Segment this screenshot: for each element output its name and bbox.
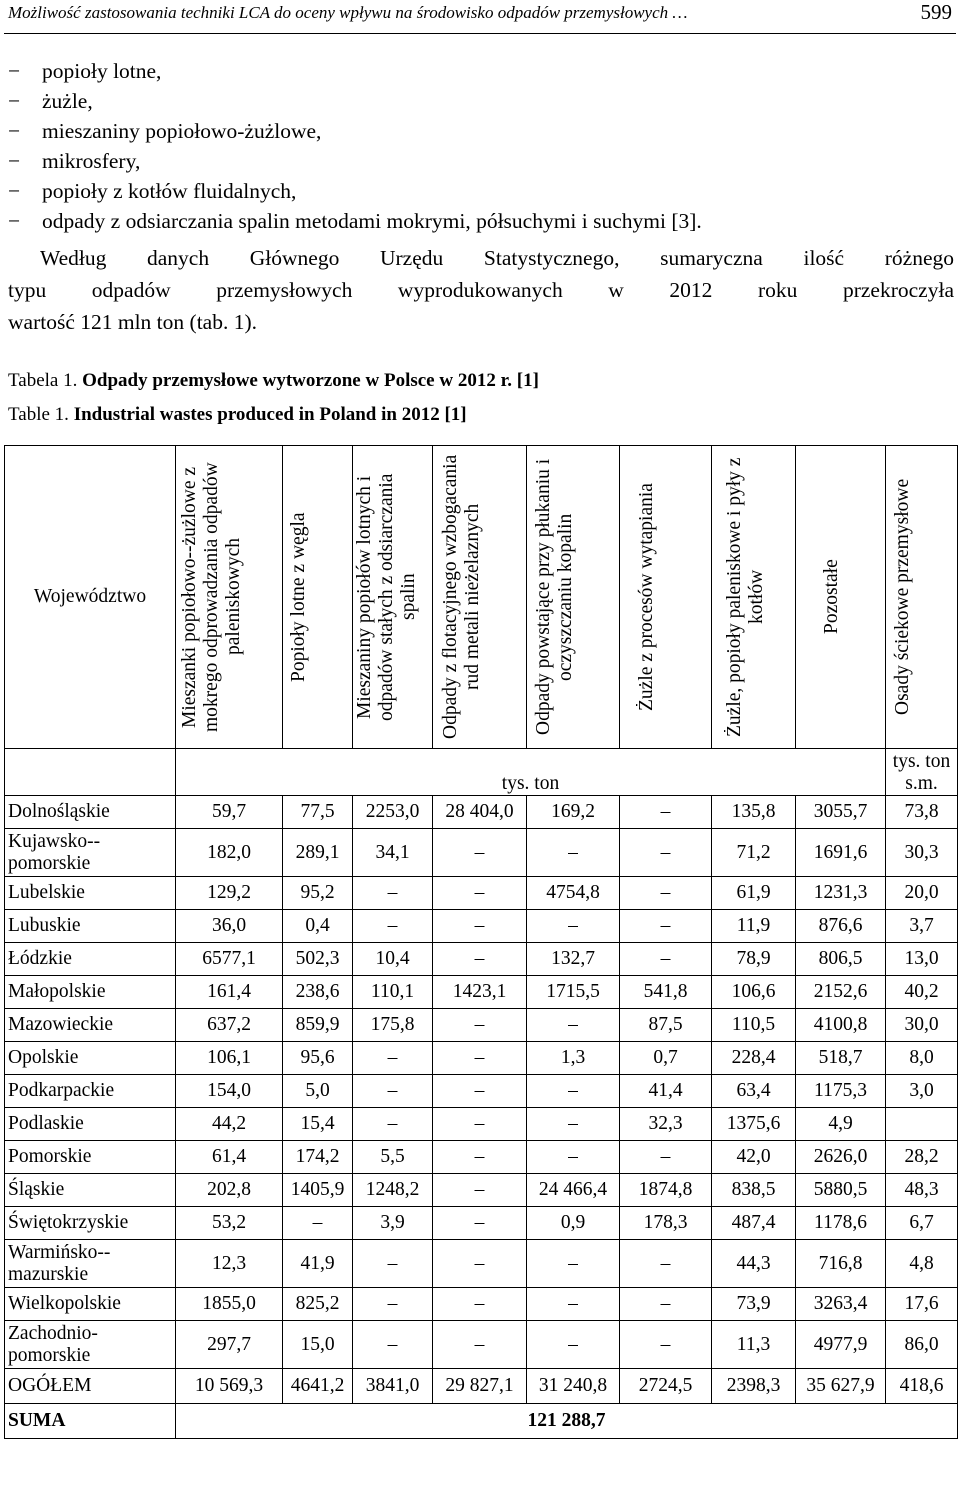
table-cell: 61,9 bbox=[712, 877, 796, 910]
table-cell: 71,2 bbox=[712, 829, 796, 877]
table-cell: 53,2 bbox=[176, 1207, 283, 1240]
row-label: Kujawsko--pomorskie bbox=[5, 829, 176, 877]
table-cell: – bbox=[527, 1009, 620, 1042]
column-header bbox=[283, 446, 353, 749]
column-header bbox=[353, 446, 433, 749]
list-item bbox=[8, 116, 702, 146]
table-cell: 6577,1 bbox=[176, 943, 283, 976]
table-cell: – bbox=[433, 1288, 527, 1321]
table-cell: – bbox=[620, 943, 712, 976]
table-cell: 876,6 bbox=[796, 910, 886, 943]
table-cell: – bbox=[433, 943, 527, 976]
table-cell: – bbox=[527, 1075, 620, 1108]
header-rule bbox=[4, 33, 956, 34]
row-label: Podlaskie bbox=[5, 1108, 176, 1141]
list-item-text: odpady z odsiarczania spalin metodami mokrymi, półsuchymi i suchymi [3]. bbox=[42, 209, 702, 233]
column-header bbox=[620, 446, 712, 749]
table-cell: 6,7 bbox=[886, 1207, 958, 1240]
table-cell: 1178,6 bbox=[796, 1207, 886, 1240]
table-cell: 4100,8 bbox=[796, 1009, 886, 1042]
table-cell: 1855,0 bbox=[176, 1288, 283, 1321]
page-number: 599 bbox=[920, 0, 952, 24]
table-header-row bbox=[5, 446, 958, 749]
caption-title: Odpady przemysłowe wytworzone w Polsce w 2012 r. bbox=[82, 370, 513, 391]
table-cell: – bbox=[527, 829, 620, 877]
row-label: Łódzkie bbox=[5, 943, 176, 976]
table-cell: 1175,3 bbox=[796, 1075, 886, 1108]
table-cell: 17,6 bbox=[886, 1288, 958, 1321]
total-cell: 35 627,9 bbox=[796, 1369, 886, 1404]
running-title: Możliwość zastosowania techniki LCA do oceny wpływu na środowisko odpadów przemysłowych … bbox=[8, 3, 688, 22]
total-cell: 10 569,3 bbox=[176, 1369, 283, 1404]
table-cell: – bbox=[433, 877, 527, 910]
table-cell: – bbox=[527, 1108, 620, 1141]
table-cell: – bbox=[433, 1321, 527, 1369]
table-cell: – bbox=[353, 1108, 433, 1141]
table-cell: 1874,8 bbox=[620, 1174, 712, 1207]
table-row bbox=[5, 1141, 958, 1174]
table-cell: 77,5 bbox=[283, 796, 353, 829]
table-cell: 518,7 bbox=[796, 1042, 886, 1075]
table-cell: 3263,4 bbox=[796, 1288, 886, 1321]
column-header bbox=[433, 446, 527, 749]
table-cell: – bbox=[433, 1174, 527, 1207]
table-row bbox=[5, 1240, 958, 1288]
table-row bbox=[5, 1108, 958, 1141]
caption-title: Industrial wastes produced in Poland in 2012 [1] bbox=[73, 404, 467, 425]
table-cell: 1405,9 bbox=[283, 1174, 353, 1207]
table-cell: 11,3 bbox=[712, 1321, 796, 1369]
table-cell: – bbox=[433, 1108, 527, 1141]
row-label: Warmińsko--mazurskie bbox=[5, 1240, 176, 1288]
table-caption-pl bbox=[8, 370, 539, 392]
table-row bbox=[5, 976, 958, 1009]
table-cell: 106,1 bbox=[176, 1042, 283, 1075]
table-cell: 86,0 bbox=[886, 1321, 958, 1369]
table-cell: – bbox=[527, 910, 620, 943]
table-cell: 8,0 bbox=[886, 1042, 958, 1075]
table-cell: 4,9 bbox=[796, 1108, 886, 1141]
table-cell: 174,2 bbox=[283, 1141, 353, 1174]
table-cell: 1691,6 bbox=[796, 829, 886, 877]
table-cell: – bbox=[433, 1009, 527, 1042]
table-cell: – bbox=[433, 1141, 527, 1174]
unit-cell bbox=[5, 749, 176, 796]
column-header-text: Mieszaniny popiołów lotnych i odpadów stałych z odsiarczania spalin bbox=[353, 473, 419, 721]
table-cell: 20,0 bbox=[886, 877, 958, 910]
table-cell: 13,0 bbox=[886, 943, 958, 976]
bullet-list bbox=[8, 56, 702, 236]
table-cell: 40,2 bbox=[886, 976, 958, 1009]
row-label: Dolnośląskie bbox=[5, 796, 176, 829]
table-cell: – bbox=[620, 1288, 712, 1321]
column-header bbox=[886, 446, 958, 749]
dash-marker: − bbox=[8, 179, 21, 203]
table-cell: 15,0 bbox=[283, 1321, 353, 1369]
table-cell: 87,5 bbox=[620, 1009, 712, 1042]
table-cell: – bbox=[353, 1075, 433, 1108]
table-row bbox=[5, 1288, 958, 1321]
row-label: Świętokrzyskie bbox=[5, 1207, 176, 1240]
body-paragraph bbox=[8, 242, 954, 338]
unit-cell: tys. ton bbox=[176, 749, 886, 796]
paragraph-line: wartość 121 mln ton (tab. 1). bbox=[8, 310, 257, 334]
suma-row bbox=[5, 1404, 958, 1439]
table-cell: 61,4 bbox=[176, 1141, 283, 1174]
caption-ref: [1] bbox=[516, 370, 539, 391]
table-cell: – bbox=[353, 910, 433, 943]
table-cell: 10,4 bbox=[353, 943, 433, 976]
row-label: Podkarpackie bbox=[5, 1075, 176, 1108]
table-cell: 73,8 bbox=[886, 796, 958, 829]
running-header bbox=[4, 0, 956, 30]
table-cell: 41,9 bbox=[283, 1240, 353, 1288]
column-header bbox=[796, 446, 886, 749]
table-cell bbox=[886, 1108, 958, 1141]
table-cell: – bbox=[433, 1075, 527, 1108]
table-cell: 825,2 bbox=[283, 1288, 353, 1321]
table-cell: 178,3 bbox=[620, 1207, 712, 1240]
total-cell: 2724,5 bbox=[620, 1369, 712, 1404]
table-cell: 12,3 bbox=[176, 1240, 283, 1288]
table-cell: – bbox=[433, 829, 527, 877]
table-cell: 541,8 bbox=[620, 976, 712, 1009]
list-item bbox=[8, 206, 702, 236]
table-cell: 5,5 bbox=[353, 1141, 433, 1174]
table-cell: – bbox=[620, 1240, 712, 1288]
table-row bbox=[5, 1075, 958, 1108]
column-header bbox=[527, 446, 620, 749]
caption-prefix: Tabela 1. bbox=[8, 370, 78, 391]
total-cell: 4641,2 bbox=[283, 1369, 353, 1404]
column-header-text: Popioły lotne z węgla bbox=[287, 512, 309, 682]
list-item bbox=[8, 86, 702, 116]
table-cell: 5880,5 bbox=[796, 1174, 886, 1207]
table-row bbox=[5, 910, 958, 943]
column-header-text: Mieszanki popiołowo--żużlowe z mokrego odprowadzania odpadów paleniskowych bbox=[179, 462, 244, 732]
column-header-text: Osady ściekowe przemysłowe bbox=[891, 478, 913, 716]
table-cell: 24 466,4 bbox=[527, 1174, 620, 1207]
suma-label: SUMA bbox=[5, 1404, 176, 1439]
table-cell: – bbox=[527, 1321, 620, 1369]
row-label: Wielkopolskie bbox=[5, 1288, 176, 1321]
table-cell: 297,7 bbox=[176, 1321, 283, 1369]
column-header bbox=[176, 446, 283, 749]
table-cell: 487,4 bbox=[712, 1207, 796, 1240]
table-cell: 15,4 bbox=[283, 1108, 353, 1141]
table-cell: – bbox=[620, 796, 712, 829]
table-cell: 28 404,0 bbox=[433, 796, 527, 829]
table-cell: – bbox=[433, 1240, 527, 1288]
table-cell: 175,8 bbox=[353, 1009, 433, 1042]
row-label: Zachodnio-pomorskie bbox=[5, 1321, 176, 1369]
unit-row bbox=[5, 749, 958, 796]
table-cell: 135,8 bbox=[712, 796, 796, 829]
table-cell: – bbox=[620, 877, 712, 910]
table-cell: 838,5 bbox=[712, 1174, 796, 1207]
table-cell: – bbox=[283, 1207, 353, 1240]
row-label: Małopolskie bbox=[5, 976, 176, 1009]
table-cell: 154,0 bbox=[176, 1075, 283, 1108]
table-cell: 5,0 bbox=[283, 1075, 353, 1108]
table-cell: 48,3 bbox=[886, 1174, 958, 1207]
table-cell: 129,2 bbox=[176, 877, 283, 910]
list-item-text: popioły z kotłów fluidalnych, bbox=[42, 179, 297, 203]
dash-marker: − bbox=[8, 209, 21, 233]
table-cell: 1,3 bbox=[527, 1042, 620, 1075]
table-cell: 182,0 bbox=[176, 829, 283, 877]
total-cell: 418,6 bbox=[886, 1369, 958, 1404]
table-cell: – bbox=[353, 1042, 433, 1075]
suma-value: 121 288,7 bbox=[176, 1404, 958, 1439]
table-cell: – bbox=[620, 829, 712, 877]
table-cell: 36,0 bbox=[176, 910, 283, 943]
table-cell: 289,1 bbox=[283, 829, 353, 877]
total-cell: 2398,3 bbox=[712, 1369, 796, 1404]
table-cell: – bbox=[620, 1141, 712, 1174]
column-header-text: Odpady powstające przy płukaniu i oczyszczaniu kopalin bbox=[533, 458, 576, 736]
table-cell: 2626,0 bbox=[796, 1141, 886, 1174]
table-cell: 73,9 bbox=[712, 1288, 796, 1321]
table-cell: 0,9 bbox=[527, 1207, 620, 1240]
table-row bbox=[5, 1321, 958, 1369]
table-caption-en bbox=[8, 404, 467, 426]
column-header-text: Żużle, popioły paleniskowe i pyły z kotłów bbox=[723, 457, 767, 737]
list-item bbox=[8, 146, 702, 176]
table-cell: 1423,1 bbox=[433, 976, 527, 1009]
table-cell: 59,7 bbox=[176, 796, 283, 829]
table-cell: 0,4 bbox=[283, 910, 353, 943]
table-cell: 95,2 bbox=[283, 877, 353, 910]
table-cell: 169,2 bbox=[527, 796, 620, 829]
list-item bbox=[8, 176, 702, 206]
column-header-text: Odpady z flotacyjnego wzbogacania rud metali nieżelaznych bbox=[439, 454, 483, 740]
table-cell: 228,4 bbox=[712, 1042, 796, 1075]
table-cell: 4754,8 bbox=[527, 877, 620, 910]
list-item-text: żużle, bbox=[42, 89, 93, 113]
table-cell: 1248,2 bbox=[353, 1174, 433, 1207]
row-label: Lubuskie bbox=[5, 910, 176, 943]
table-cell: 132,7 bbox=[527, 943, 620, 976]
list-item bbox=[8, 56, 702, 86]
table-cell: 2152,6 bbox=[796, 976, 886, 1009]
table-cell: 161,4 bbox=[176, 976, 283, 1009]
column-header bbox=[712, 446, 796, 749]
column-header: Województwo bbox=[5, 446, 176, 749]
paragraph-line: typu odpadów przemysłowych wyprodukowanych w 2012 roku przekroczyła bbox=[8, 278, 954, 302]
table-cell: 859,9 bbox=[283, 1009, 353, 1042]
table-row bbox=[5, 1174, 958, 1207]
table-cell: 44,2 bbox=[176, 1108, 283, 1141]
table-cell: 32,3 bbox=[620, 1108, 712, 1141]
table-cell: 502,3 bbox=[283, 943, 353, 976]
total-row bbox=[5, 1369, 958, 1404]
table-cell: 637,2 bbox=[176, 1009, 283, 1042]
table-cell: 2253,0 bbox=[353, 796, 433, 829]
table-cell: – bbox=[527, 1141, 620, 1174]
table-cell: 4977,9 bbox=[796, 1321, 886, 1369]
table-cell: – bbox=[433, 910, 527, 943]
table-cell: 11,9 bbox=[712, 910, 796, 943]
paragraph-line-text: Według danych Głównego Urzędu Statystycznego, sumaryczna ilość różnego bbox=[40, 246, 954, 270]
table-cell: 28,2 bbox=[886, 1141, 958, 1174]
table-cell: – bbox=[527, 1240, 620, 1288]
table-row bbox=[5, 796, 958, 829]
row-label: Opolskie bbox=[5, 1042, 176, 1075]
table-cell: 34,1 bbox=[353, 829, 433, 877]
paragraph-line bbox=[8, 242, 954, 274]
table-cell: 78,9 bbox=[712, 943, 796, 976]
list-item-text: mieszaniny popiołowo-żużlowe, bbox=[42, 119, 322, 143]
table-cell: – bbox=[353, 1321, 433, 1369]
table-cell: 30,3 bbox=[886, 829, 958, 877]
table-cell: 4,8 bbox=[886, 1240, 958, 1288]
dash-marker: − bbox=[8, 119, 21, 143]
table-row bbox=[5, 877, 958, 910]
column-header-text: Pozostałe bbox=[820, 559, 842, 635]
row-label: Śląskie bbox=[5, 1174, 176, 1207]
table-cell: – bbox=[433, 1042, 527, 1075]
unit-cell-last: tys. ton s.m. bbox=[886, 749, 958, 796]
table-cell: – bbox=[353, 877, 433, 910]
column-header-text: Żużle z procesów wytapiania bbox=[635, 483, 657, 711]
table-cell: 1715,5 bbox=[527, 976, 620, 1009]
total-label: OGÓŁEM bbox=[5, 1369, 176, 1404]
table-cell: 3,7 bbox=[886, 910, 958, 943]
table-cell: 30,0 bbox=[886, 1009, 958, 1042]
caption-prefix: Table 1. bbox=[8, 404, 69, 425]
table-cell: 110,5 bbox=[712, 1009, 796, 1042]
table-row bbox=[5, 829, 958, 877]
table-cell: – bbox=[620, 910, 712, 943]
table-cell: – bbox=[433, 1207, 527, 1240]
table-cell: 95,6 bbox=[283, 1042, 353, 1075]
table-cell: 110,1 bbox=[353, 976, 433, 1009]
dash-marker: − bbox=[8, 149, 21, 173]
list-item-text: mikrosfery, bbox=[42, 149, 141, 173]
table-cell: 1375,6 bbox=[712, 1108, 796, 1141]
dash-marker: − bbox=[8, 59, 21, 83]
total-cell: 31 240,8 bbox=[527, 1369, 620, 1404]
table-cell: 106,6 bbox=[712, 976, 796, 1009]
total-cell: 3841,0 bbox=[353, 1369, 433, 1404]
table-cell: – bbox=[620, 1321, 712, 1369]
table-cell: 42,0 bbox=[712, 1141, 796, 1174]
waste-table bbox=[4, 445, 958, 1439]
row-label: Mazowieckie bbox=[5, 1009, 176, 1042]
table-row bbox=[5, 1009, 958, 1042]
table-cell: 202,8 bbox=[176, 1174, 283, 1207]
table-cell: 3,9 bbox=[353, 1207, 433, 1240]
row-label: Pomorskie bbox=[5, 1141, 176, 1174]
table-cell: – bbox=[353, 1240, 433, 1288]
table-cell: 44,3 bbox=[712, 1240, 796, 1288]
table-row bbox=[5, 943, 958, 976]
table-row bbox=[5, 1207, 958, 1240]
table-cell: 1231,3 bbox=[796, 877, 886, 910]
table-cell: 3,0 bbox=[886, 1075, 958, 1108]
row-label: Lubelskie bbox=[5, 877, 176, 910]
dash-marker: − bbox=[8, 89, 21, 113]
table-cell: 63,4 bbox=[712, 1075, 796, 1108]
table-cell: 806,5 bbox=[796, 943, 886, 976]
table-cell: – bbox=[353, 1288, 433, 1321]
list-item-text: popioły lotne, bbox=[42, 59, 162, 83]
total-cell: 29 827,1 bbox=[433, 1369, 527, 1404]
table-body bbox=[5, 796, 958, 1369]
table-cell: 3055,7 bbox=[796, 796, 886, 829]
table-cell: 41,4 bbox=[620, 1075, 712, 1108]
table-cell: 716,8 bbox=[796, 1240, 886, 1288]
table-cell: – bbox=[527, 1288, 620, 1321]
table-cell: 238,6 bbox=[283, 976, 353, 1009]
table-row bbox=[5, 1042, 958, 1075]
table-cell: 0,7 bbox=[620, 1042, 712, 1075]
